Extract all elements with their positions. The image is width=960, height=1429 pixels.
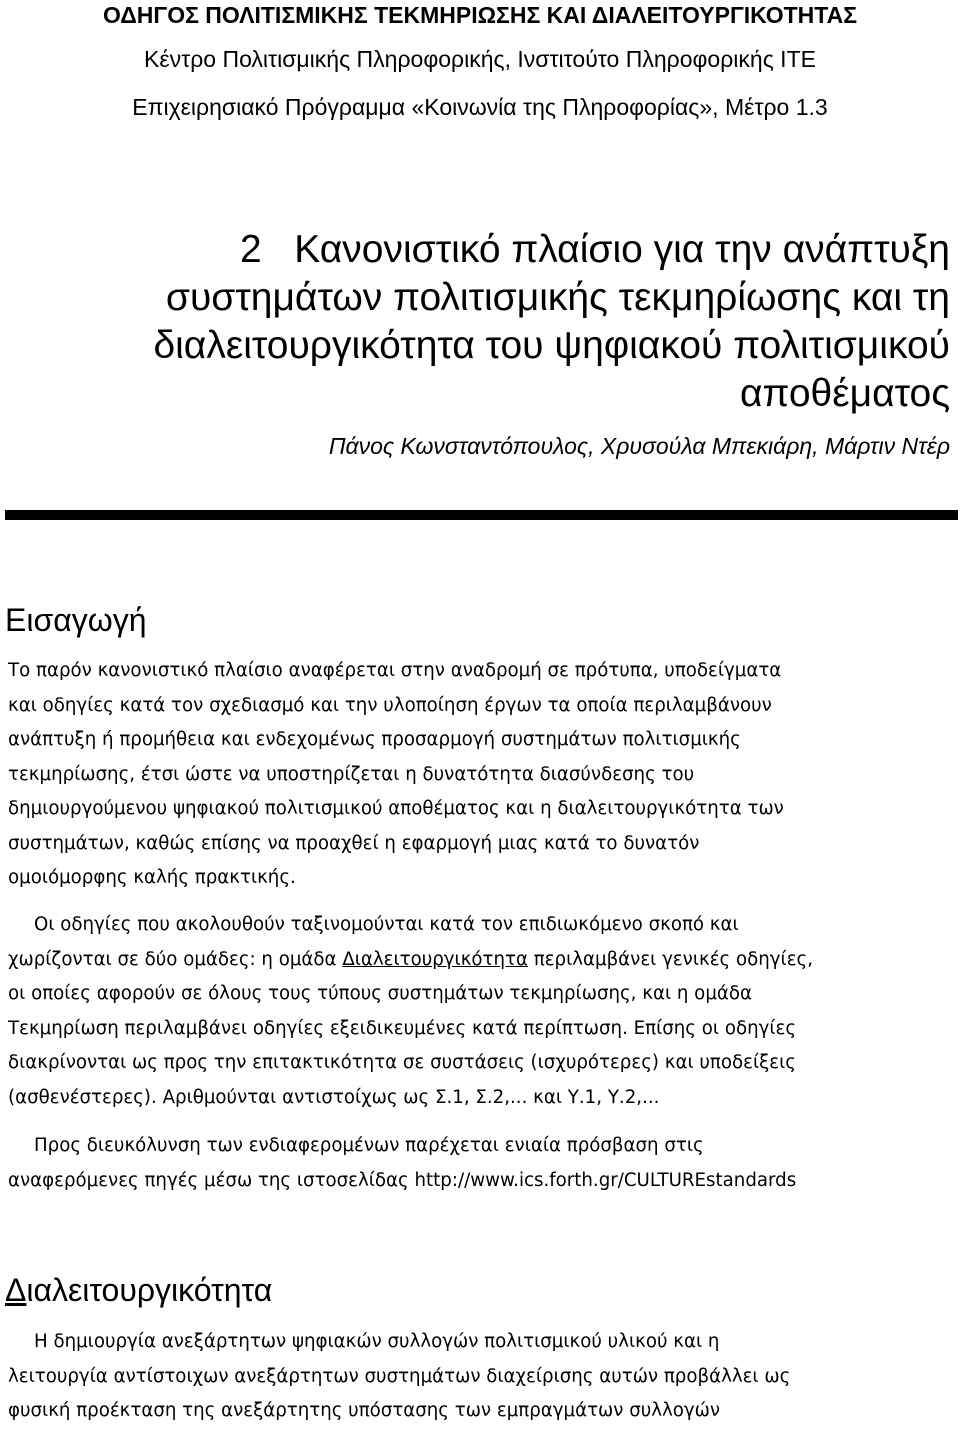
paragraph-line: ανάπτυξη ή προμήθεια και ενδεχομένως προσαρμογή συστημάτων πολιτισμικής xyxy=(8,729,741,750)
paragraph-text: χωρίζονται σε δύο ομάδες: η ομάδα xyxy=(8,948,343,970)
heading-rest: ιαλειτουργικότητα xyxy=(26,1272,273,1308)
paragraph-line: λειτουργία αντίστοιχων ανεξάρτητων συστημάτων διαχείρισης αυτών προβάλλει ως xyxy=(8,1365,791,1387)
paragraph-line: Οι οδηγίες που ακολουθούν ταξινομούνται κατά τον επιδιωκόμενο σκοπό και xyxy=(34,914,739,935)
paragraph-line: ομοιόμορφης καλής πρακτικής. xyxy=(8,867,296,888)
paragraph-line: (ασθενέστερες). Αριθμούνται αντιστοίχως ως Σ.1, Σ.2,... και Υ.1, Υ.2,... xyxy=(8,1086,660,1108)
paragraph-text: περιλαμβάνει γενικές οδηγίες, xyxy=(527,948,813,970)
paragraph-line: αναφερόμενες πηγές μέσω της ιστοσελίδας http://www.ics.forth.gr/CULTUREstandards xyxy=(8,1169,797,1191)
interop-paragraph-1 xyxy=(8,1325,958,1429)
paragraph-line: τεκμηρίωσης, έτσι ώστε να υποστηρίζεται η δυνατότητα διασύνδεσης του xyxy=(8,763,695,785)
chapter-title-line: 2 Κανονιστικό πλαίσιο για την ανάπτυξη xyxy=(240,228,950,271)
paragraph-line: συστημάτων, καθώς επίσης να προαχθεί η εφαρμογή μιας κατά το δυνατόν xyxy=(8,832,700,854)
chapter-title-line: συστημάτων πολιτισμικής τεκμηρίωσης και τη xyxy=(165,276,950,319)
document-header-institute: Κέντρο Πολιτισμικής Πληροφορικής, Ινστιτούτο Πληροφορικής ΙΤΕ xyxy=(144,46,816,72)
horizontal-rule xyxy=(5,510,958,520)
paragraph-line: Η δημιουργία ανεξάρτητων ψηφιακών συλλογών πολιτισμικού υλικού και η xyxy=(34,1331,720,1352)
chapter-title-line: διαλειτουργικότητα του ψηφιακού πολιτισμικού xyxy=(153,324,950,367)
heading-initial: Δ xyxy=(5,1272,27,1308)
chapter-title-line: αποθέματος xyxy=(739,372,950,415)
section-heading-intro: Εισαγωγή xyxy=(5,602,147,638)
paragraph-line: οι οποίες αφορούν σε όλους τους τύπους συστημάτων τεκμηρίωσης, και η ομάδα xyxy=(8,983,752,1004)
paragraph-line: φυσική προέκταση της ανεξάρτητης υπόστασης των εμπραγμάτων συλλογών xyxy=(8,1400,721,1421)
paragraph-line: και οδηγίες κατά τον σχεδιασμό και την υλοποίηση έργων τα οποία περιλαμβάνουν xyxy=(8,694,772,716)
paragraph-line: δημιουργούμενου ψηφιακού πολιτισμικού αποθέματος και η διαλειτουργικότητα των xyxy=(8,798,784,819)
paragraph-line xyxy=(8,943,958,978)
paragraph-line: Τεκμηρίωση περιλαμβάνει οδηγίες εξειδικευμένες κατά περίπτωση. Επίσης οι οδηγίες xyxy=(8,1017,797,1039)
intro-paragraph-2 xyxy=(8,908,958,1115)
chapter-title xyxy=(20,226,950,418)
intro-paragraph-1 xyxy=(8,654,958,896)
chapter-authors: Πάνος Κωνσταντόπουλος, Χρυσούλα Μπεκιάρη, Μάρτιν Ντέρ xyxy=(328,433,950,459)
document-header-title: ΟΔΗΓΟΣ ΠΟΛΙΤΙΣΜΙΚΗΣ ΤΕΚΜΗΡΙΩΣΗΣ ΚΑΙ ΔΙΑΛΕΙΤΟΥΡΓΙΚΟΤΗΤΑΣ xyxy=(102,2,858,28)
interoperability-group-link: Διαλειτουργικότητα xyxy=(342,948,528,970)
paragraph-line: διακρίνονται ως προς την επιτακτικότητα σε συστάσεις (ισχυρότερες) και υποδείξεις xyxy=(8,1052,796,1073)
paragraph-line: Το παρόν κανονιστικό πλαίσιο αναφέρεται στην αναδρομή σε πρότυπα, υποδείγματα xyxy=(8,660,782,681)
paragraph-line: Προς διευκόλυνση των ενδιαφερομένων παρέχεται ενιαία πρόσβαση στις xyxy=(34,1135,704,1156)
intro-paragraph-3 xyxy=(8,1129,958,1198)
document-header-program: Επιχειρησιακό Πρόγραμμα «Κοινωνία της Πληροφορίας», Μέτρο 1.3 xyxy=(132,94,828,120)
section-heading-interoperability xyxy=(5,1270,272,1310)
